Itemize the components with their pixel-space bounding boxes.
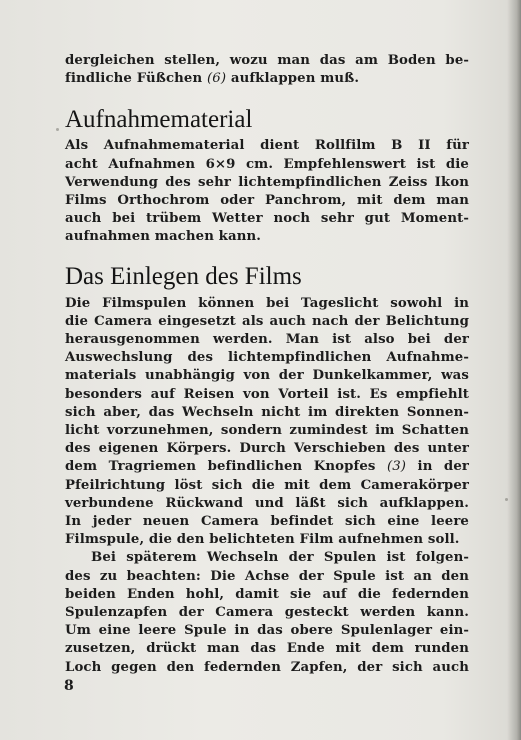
body-line: Filmspule, die den belichteten Film aufnehmen soll. xyxy=(65,532,460,548)
figure-reference: (6) xyxy=(207,71,227,87)
body-line: Als Aufnahmematerial dient Rollfilm B II für xyxy=(65,138,469,154)
paper-speck xyxy=(505,498,508,501)
body-line: beiden Enden hohl, damit sie auf die federnden xyxy=(65,586,469,602)
body-line: des eigenen Körpers. Durch Verschieben des unter xyxy=(65,441,469,457)
intro-line: dergleichen stellen, wozu man das am Boden be- xyxy=(65,53,469,68)
body-line: Verwendung des sehr lichtempfindlichen Zeiss Ikon xyxy=(65,174,469,190)
body-line: licht vorzunehmen, sondern zumindest im Schatten xyxy=(65,423,469,439)
body-line: auch bei trübem Wetter noch sehr gut Moment- xyxy=(65,211,469,227)
intro-line: findliche Füßchen (6) aufklappen muß. xyxy=(65,71,360,87)
page-number: 8 xyxy=(64,678,74,694)
body-line: Die Filmspulen können bei Tageslicht sowohl in xyxy=(65,295,469,311)
body-line: aufnahmen machen kann. xyxy=(65,229,261,245)
body-line: acht Aufnahmen 6×9 cm. Empfehlenswert ist die xyxy=(65,156,469,172)
page-text xyxy=(65,52,469,677)
body-line: die Camera eingesetzt als auch nach der Belichtung xyxy=(65,313,469,329)
section-heading-aufnahmematerial: Aufnahmematerial xyxy=(65,106,253,134)
body-line: Spulenzapfen der Camera gesteckt werden kann. xyxy=(65,605,469,621)
body-line: In jeder neuen Camera befindet sich eine leere xyxy=(65,514,469,530)
paper-speck xyxy=(56,128,59,131)
body-line: Auswechslung des lichtempfindlichen Aufnahme- xyxy=(65,350,469,366)
figure-reference: (3) xyxy=(386,459,407,475)
body-line: zusetzen, drückt man das Ende mit dem runden xyxy=(65,641,469,657)
body-line: herausgenommen werden. Man ist also bei der xyxy=(65,332,469,348)
body-line: Bei späterem Wechseln der Spulen ist folgen- xyxy=(91,550,469,566)
body-line: des zu beachten: Die Achse der Spule ist an den xyxy=(65,568,469,584)
body-line: Pfeilrichtung löst sich die mit dem Camerakörper xyxy=(65,477,469,493)
body-line: verbundene Rückwand und läßt sich aufklappen. xyxy=(65,495,469,511)
body-line: sich aber, das Wechseln nicht im direkten Sonnen- xyxy=(65,404,469,420)
body-line: Um eine leere Spule in das obere Spulenlager ein- xyxy=(65,623,469,639)
section-heading-einlegen: Das Einlegen des Films xyxy=(65,262,302,290)
body-line: besonders auf Reisen von Vorteil ist. Es empfiehlt xyxy=(65,386,469,402)
page-edge-shadow xyxy=(507,0,521,740)
body-line: dem Tragriemen befindlichen Knopfes (3) in der xyxy=(65,459,469,475)
body-line: Loch gegen den federnden Zapfen, der sich auch xyxy=(65,659,469,675)
body-line: Films Orthochrom oder Panchrom, mit dem man xyxy=(65,193,469,209)
body-line: materials unabhängig von der Dunkelkammer, was xyxy=(65,368,469,384)
